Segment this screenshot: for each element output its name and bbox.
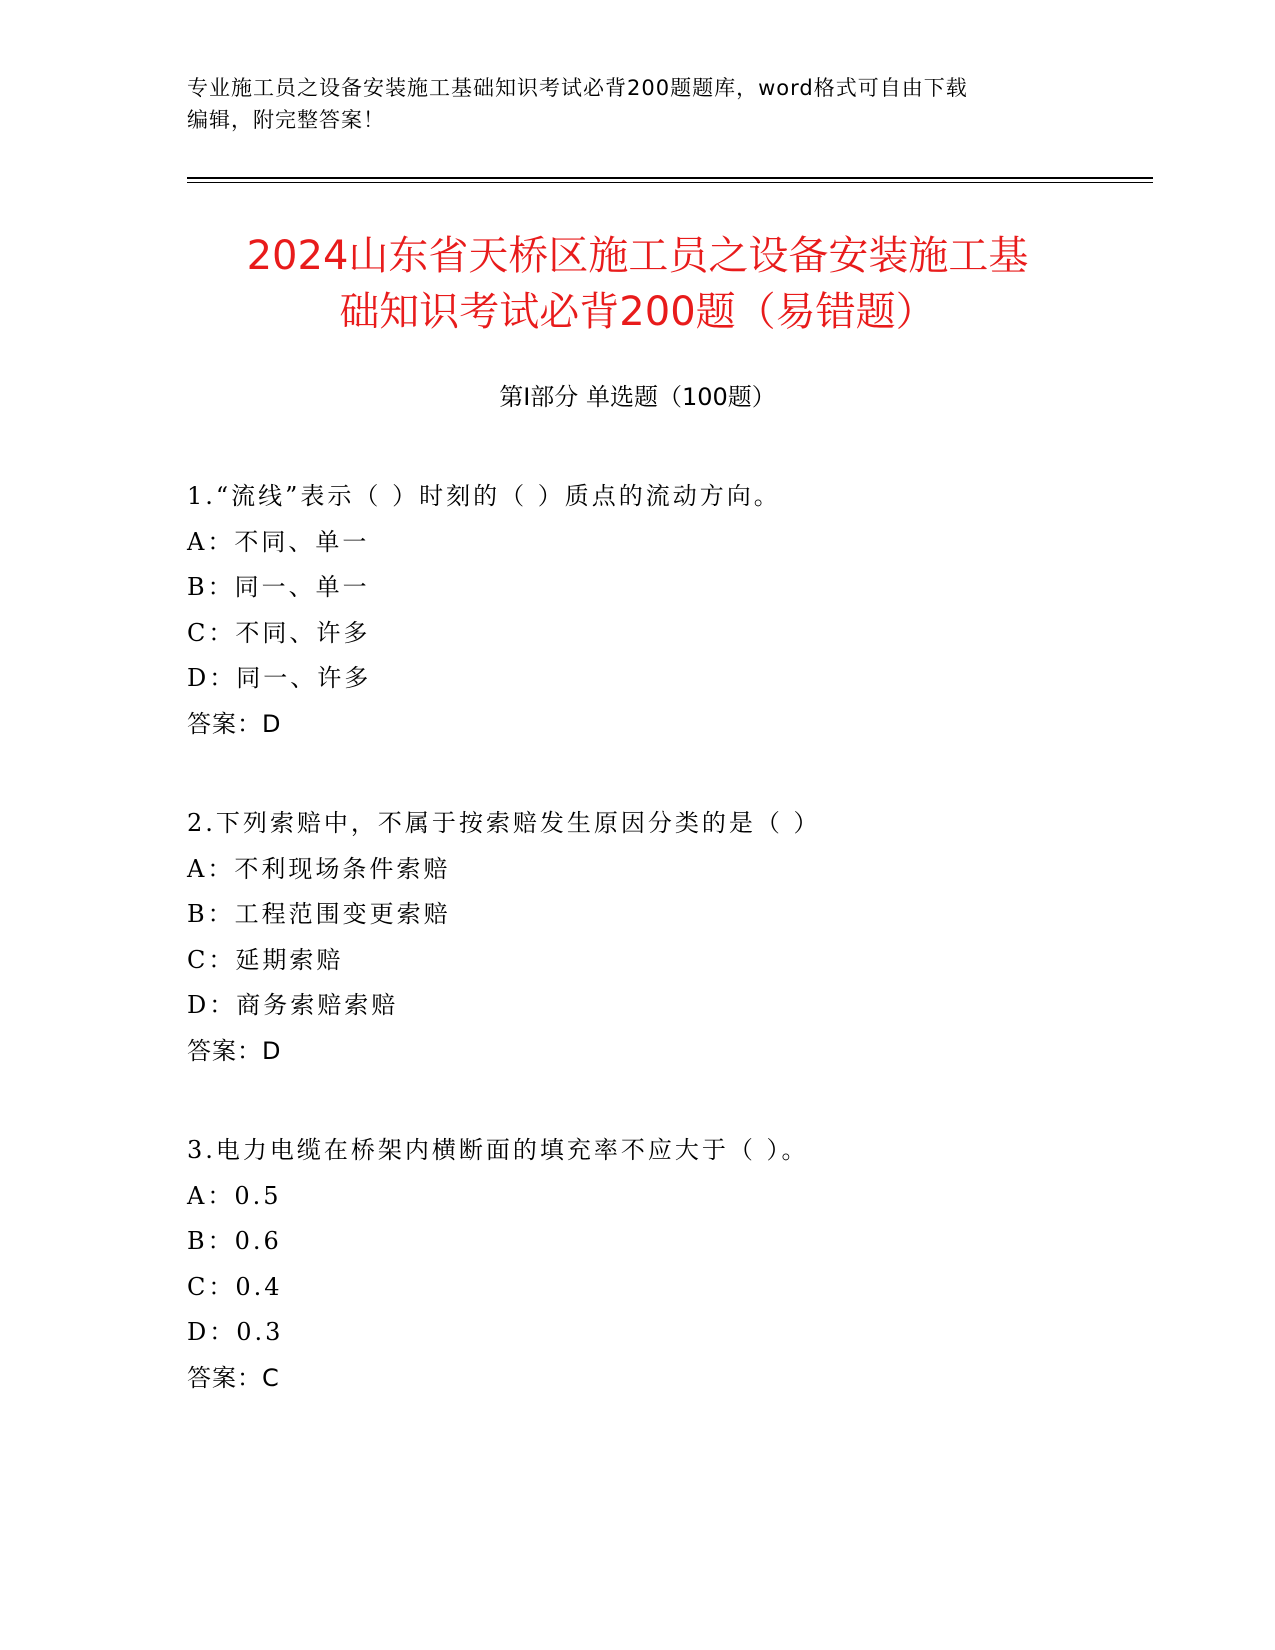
option-b: B：0.6 (187, 1227, 282, 1255)
header-divider-thin (187, 182, 1153, 183)
option-a: A：0.5 (187, 1181, 282, 1210)
option-b: B：同一、单一 (187, 573, 370, 601)
section-heading: 第Ⅰ部分 单选题（100题） (499, 383, 776, 411)
option-d: D：0.3 (187, 1318, 284, 1346)
title-line-1: 2024山东省天桥区施工员之设备安装施工基 (246, 233, 1029, 279)
option-c: C：延期索赔 (187, 945, 344, 974)
option-d: D：商务索赔索赔 (187, 991, 399, 1019)
question-stem: 1.“流线”表示（ ）时刻的（ ）质点的流动方向。 (187, 482, 781, 510)
option-a: A：不利现场条件索赔 (187, 854, 451, 883)
option-b: B：工程范围变更索赔 (187, 900, 451, 928)
question-2 (187, 801, 1153, 1074)
answer: 答案：D (187, 709, 282, 738)
answer: 答案：D (187, 1036, 282, 1065)
header-divider-thick (187, 177, 1153, 179)
option-c: C：0.4 (187, 1272, 283, 1301)
option-a: A：不同、单一 (187, 527, 370, 556)
title-line-2: 础知识考试必背200题（易错题） (339, 289, 936, 335)
option-c: C：不同、许多 (187, 618, 371, 647)
answer: 答案：C (187, 1363, 280, 1392)
question-stem: 3.电力电缆在桥架内横断面的填充率不应大于（ ）。 (187, 1136, 809, 1164)
document-title (150, 228, 1125, 340)
question-list (187, 474, 1153, 1401)
header-note-line-2: 编辑，附完整答案！ (187, 108, 385, 132)
header-note (187, 72, 1087, 136)
question-3 (187, 1128, 1153, 1401)
header-note-line-1: 专业施工员之设备安装施工基础知识考试必背200题题库，word格式可自由下载 (187, 76, 968, 100)
option-d: D：同一、许多 (187, 664, 372, 692)
question-stem: 2.下列索赔中，不属于按索赔发生原因分类的是（ ） (187, 809, 821, 837)
question-1 (187, 474, 1153, 747)
